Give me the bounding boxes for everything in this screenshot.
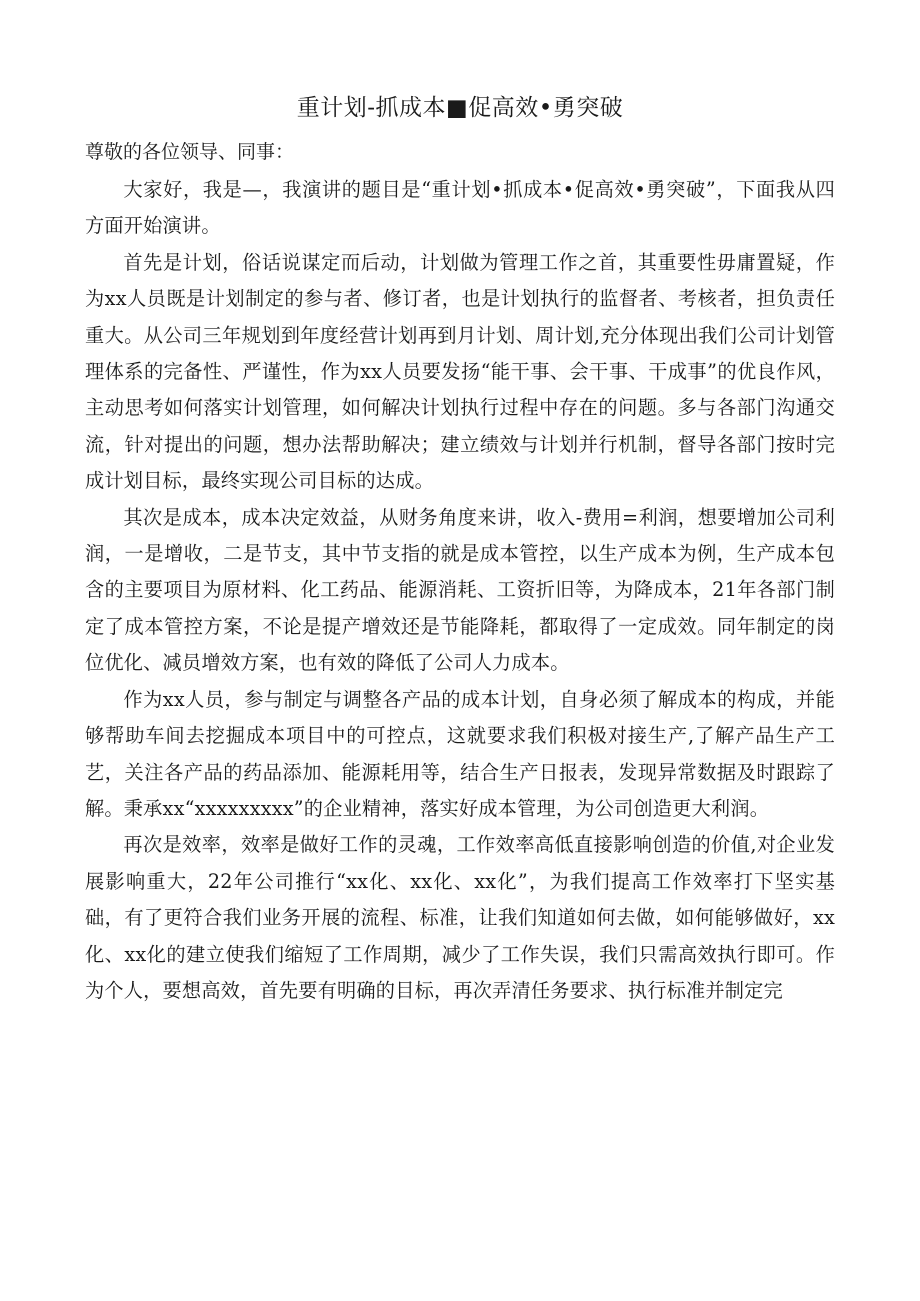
paragraph-plan: 首先是计划，俗话说谋定而后动，计划做为管理工作之首，其重要性毋庸置疑，作为xx人员既是计划制定的参与者、修订者，也是计划执行的监督者、考核者，担负责任重大。从公司三年规划到年度经营计划再到月计划、周计划,充分体现出我们公司计划管理体系的完备性、严谨性，作为xx人员要发扬“能干事、会干事、干成事”的优良作风，主动思考如何落实计划管理，如何解决计划执行过程中存在的问题。多与各部门沟通交流，针对提出的问题，想办法帮助解决；建立绩效与计划并行机制，督导各部门按时完成计划目标，最终实现公司目标的达成。: [85, 250, 835, 493]
salutation: 尊敬的各位领导、同事：: [85, 141, 295, 163]
paragraph-intro: 大家好，我是—，我演讲的题目是“重计划•抓成本•促高效•勇突破”，下面我从四方面开始演讲。: [85, 178, 835, 238]
paragraph-cost-role: 作为xx人员，参与制定与调整各产品的成本计划，自身必须了解成本的构成，并能够帮助车间去挖掘成本项目中的可控点，这就要求我们积极对接生产,了解产品生产工艺，关注各产品的药品添加、能源耗用等，结合生产日报表，发现异常数据及时跟踪了解。秉承xx“xxxxxxxxx”的企业精神，落实好成本管理，为公司创造更大利润。: [85, 687, 835, 820]
paragraph-cost: 其次是成本，成本决定效益，从财务角度来讲，收入-费用=利润，想要增加公司利润，一是增收，二是节支，其中节支指的就是成本管控，以生产成本为例，生产成本包含的主要项目为原材料、化工药品、能源消耗、工资折旧等，为降成本，21年各部门制定了成本管控方案，不论是提产增效还是节能降耗，都取得了一定成效。同年制定的岗位优化、减员增效方案，也有效的降低了公司人力成本。: [85, 505, 835, 675]
document-title: 重计划-抓成本■促高效•勇突破: [296, 95, 624, 121]
speech-body: [85, 172, 835, 1009]
paragraph-efficiency: 再次是效率，效率是做好工作的灵魂，工作效率高低直接影响创造的价值,对企业发展影响重大，22年公司推行“xx化、xx化、xx化”，为我们提高工作效率打下坚实基础，有了更符合我们业务开展的流程、标准，让我们知道如何去做，如何能够做好，xx化、xx化的建立使我们缩短了工作周期，减少了工作失误，我们只需高效执行即可。作为个人，要想高效，首先要有明确的目标，再次弄清任务要求、执行标准并制定完: [85, 833, 835, 1002]
